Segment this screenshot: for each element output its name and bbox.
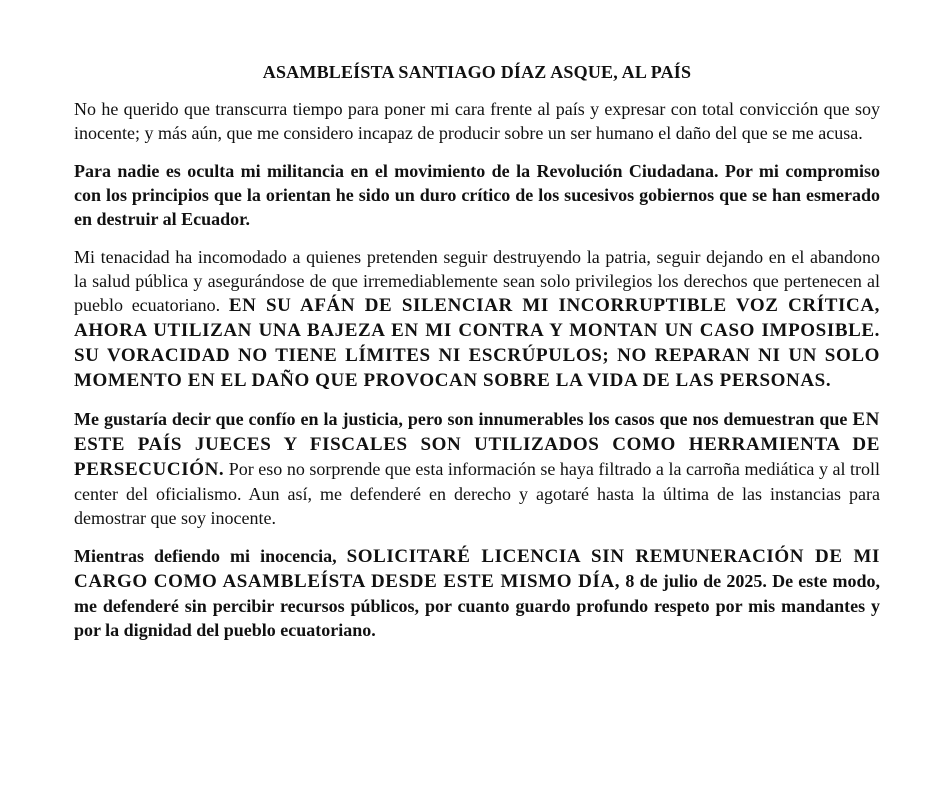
paragraph-innocence-text: No he querido que transcurra tiempo para poner mi cara frente al país y expresar con total convicción que soy inocente; y más aún, que me considero incapaz de producir sobre un ser humano el daño del que se me acusa. (74, 99, 880, 143)
paragraph-leave-request (74, 544, 880, 642)
paragraph-justice-emphasis: EN ESTE PAÍS JUECES Y FISCALES SON UTILIZADOS COMO HERRAMIENTA DE PERSECUCIÓN. (74, 409, 880, 480)
statement-document (74, 60, 880, 656)
statement-title: ASAMBLEÍSTA SANTIAGO DÍAZ ASQUE, AL PAÍS (262, 62, 692, 82)
paragraph-tenacity-emphasis: EN SU AFÁN DE SILENCIAR MI INCORRUPTIBLE VOZ CRÍTICA, AHORA UTILIZAN UNA BAJEZA EN MI CONTRA Y MONTAN UN CASO IMPOSIBLE. SU VORACIDAD NO TIENE LÍMITES NI ESCRÚPULOS; NO REPARAN NI UN SOLO MOMENTO EN EL DAÑO QUE PROVOCAN SOBRE LA VIDA DE LAS PERSONAS. (74, 295, 880, 391)
paragraph-tenacity-text: Mi tenacidad ha incomodado a quienes pretenden seguir destruyendo la patria, seguir dejando en el abandono la salud pública y asegurándose de que irremediablemente sean solo privilegios los derechos que pertenecen al pueblo ecuatoriano. (74, 247, 880, 315)
paragraph-leave-bold-b: 8 de julio de 2025. De este modo, me defenderé sin percibir recursos públicos, por cuanto guardo profundo respeto por mis mandantes y por la dignidad del pueblo ecuatoriano. (74, 571, 880, 640)
paragraph-innocence (74, 97, 880, 145)
paragraph-militancy-text: Para nadie es oculta mi militancia en el movimiento de la Revolución Ciudadana. Por mi compromiso con los principios que la orientan he sido un duro crítico de los sucesivos gobiernos que se han esmerado en destruir al Ecuador. (74, 161, 880, 229)
paragraph-justice-bold: Me gustaría decir que confío en la justicia, pero son innumerables los casos que nos demuestran que (74, 409, 853, 429)
paragraph-leave-emphasis: SOLICITARÉ LICENCIA SIN REMUNERACIÓN DE MI CARGO COMO ASAMBLEÍSTA DESDE ESTE MISMO DÍA, (74, 546, 880, 592)
paragraph-leave-bold-a: Mientras defiendo mi inocencia, (74, 546, 347, 566)
paragraph-militancy (74, 159, 880, 231)
paragraph-justice (74, 407, 880, 530)
paragraph-tenacity (74, 245, 880, 393)
paragraph-justice-text: Por eso no sorprende que esta información se haya filtrado a la carroña mediática y al troll center del oficialismo. Aun así, me defenderé en derecho y agotaré hasta la última de las instancias para demostrar que soy inocente. (74, 459, 880, 528)
